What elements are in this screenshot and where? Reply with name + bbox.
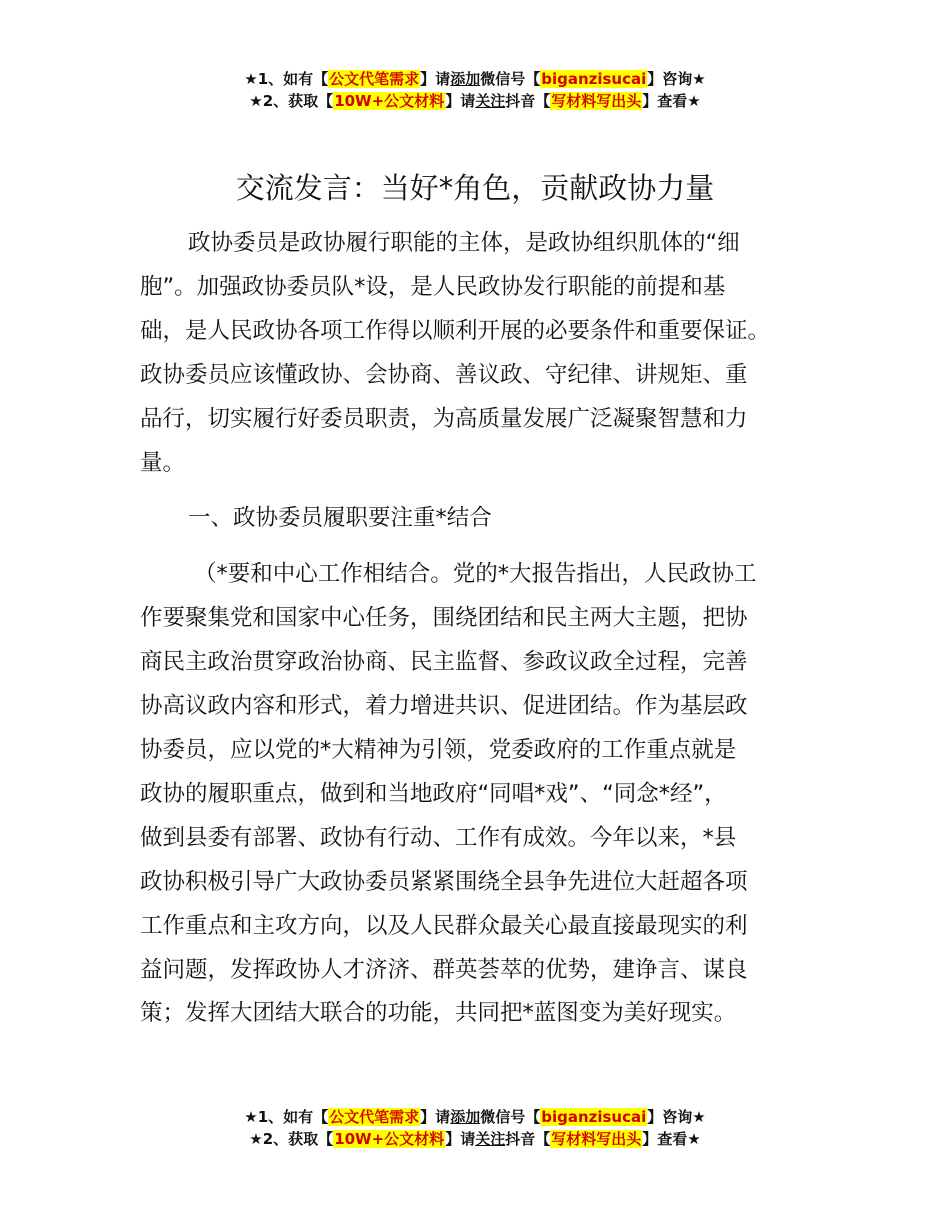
- text-line: 作要聚集党和国家中心任务，围绕团结和民主两大主题，把协: [140, 605, 748, 632]
- text-line: 益问题，发挥政协人才济济、群英荟萃的优势，建诤言、谋良: [140, 956, 748, 983]
- banner-line-2: ★2、获取【10W+公文材料】请关注抖音【写材料写出头】查看★: [249, 1130, 701, 1148]
- spacer: [140, 541, 830, 553]
- text-line: 协高议政内容和形式，着力增进共识、促进团结。作为基层政: [140, 693, 748, 720]
- document-body: [140, 222, 830, 1036]
- text-line: （*要和中心工作相结合。党的*大报告指出，人民政协工: [194, 561, 757, 588]
- highlight-materials: 10W+公文材料: [334, 1130, 445, 1148]
- highlight-douyin-account: 写材料写出头: [551, 1130, 642, 1148]
- highlight-writing-service: 公文代笔需求: [329, 70, 420, 88]
- text-line: 工作重点和主攻方向，以及人民群众最关心最直接最现实的利: [140, 912, 748, 939]
- text-line: 政协积极引导广大政协委员紧紧围绕全县争先进位大赶超各项: [140, 868, 748, 895]
- banner-line-1: ★1、如有【公文代笔需求】请添加微信号【biganzisucai】咨询★: [244, 70, 706, 88]
- highlight-wechat-id: biganzisucai: [541, 70, 647, 88]
- text-line: 策；发挥大团结大联合的功能，共同把*蓝图变为美好现实。: [140, 1000, 737, 1027]
- text-line: 政协的履职重点，做到和当地政府“同唱*戏”、“同念*经”，: [140, 780, 727, 807]
- text-line: 品行，切实履行好委员职责，为高质量发展广泛凝聚智慧和力: [140, 405, 748, 432]
- paragraph-intro: [140, 222, 830, 485]
- text-line: 做到县委有部署、政协有行动、工作有成效。今年以来，*县: [140, 824, 737, 851]
- highlight-wechat-id: biganzisucai: [541, 1108, 647, 1126]
- text-line: 政协委员是政协履行职能的主体，是政协组织肌体的“细: [188, 230, 740, 256]
- paragraph-section-1: [140, 553, 830, 1036]
- text-line: 胞”。加强政协委员队*设，是人民政协发行职能的前提和基: [140, 273, 726, 300]
- highlight-douyin-account: 写材料写出头: [551, 92, 642, 110]
- heading-text: 一、政协委员履职要注重*结合: [188, 505, 492, 532]
- text-line: 商民主政治贯穿政治协商、民主监督、参政议政全过程，完善: [140, 649, 748, 676]
- footer-banner: [0, 1106, 950, 1150]
- highlight-materials: 10W+公文材料: [334, 92, 445, 110]
- banner-line-2: ★2、获取【10W+公文材料】请关注抖音【写材料写出头】查看★: [249, 92, 701, 110]
- highlight-writing-service: 公文代笔需求: [329, 1108, 420, 1126]
- text-line: 协委员，应以党的*大精神为引领，党委政府的工作重点就是: [140, 736, 737, 763]
- text-line: 量。: [140, 449, 186, 476]
- section-heading-1: [140, 497, 830, 541]
- banner-line-1: ★1、如有【公文代笔需求】请添加微信号【biganzisucai】咨询★: [244, 1108, 706, 1126]
- text-line: 础，是人民政协各项工作得以顺利开展的必要条件和重要保证。: [140, 317, 771, 344]
- text-line: 政协委员应该懂政协、会协商、善议政、守纪律、讲规矩、重: [140, 361, 748, 388]
- document-title: 交流发言：当好*角色，贡献政协力量: [235, 171, 715, 205]
- header-banner: [0, 68, 950, 112]
- spacer: [140, 485, 830, 497]
